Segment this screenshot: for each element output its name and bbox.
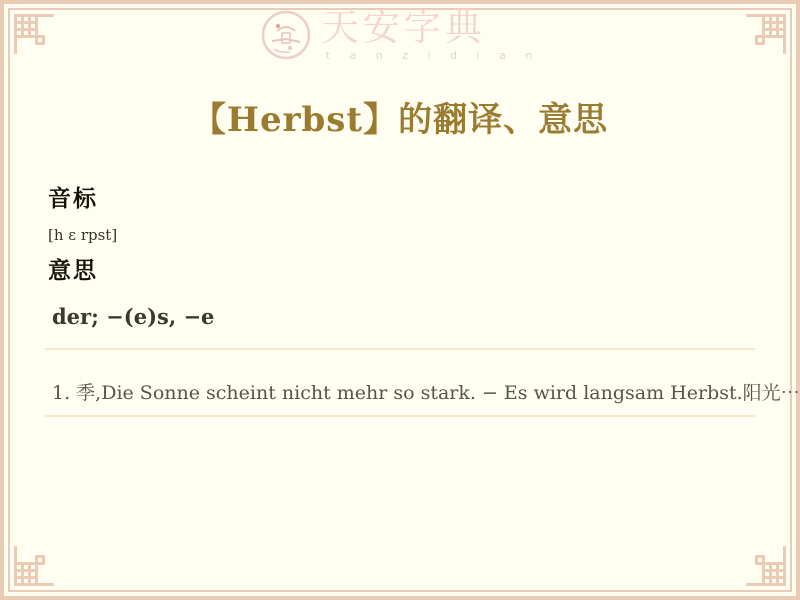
phonetic-value: [h ɛ rpst] [48,226,118,244]
logo-text [322,8,541,62]
meaning-section-heading: 意思 [48,257,98,284]
brand-name-pinyin: t a n z i d i a n [325,49,541,62]
phonetic-section-heading: 音标 [48,185,98,212]
site-logo[interactable] [0,8,800,62]
page-title: 【Herbst】的翻译、意思 [191,100,609,140]
divider-line [45,415,755,417]
seal-circle-icon [260,9,312,61]
corner-fret-icon [746,546,794,594]
brand-name-chinese: 天安字典 [321,6,486,49]
corner-fret-icon [6,546,54,594]
divider-line [45,348,755,350]
word-form-grammar: der; −(e)s, −e [52,304,215,329]
definition-item[interactable]: 1. 季,Die Sonne scheint nicht mehr so stark. − Es wird langsam Herbst.阳光⋯ [52,382,800,404]
